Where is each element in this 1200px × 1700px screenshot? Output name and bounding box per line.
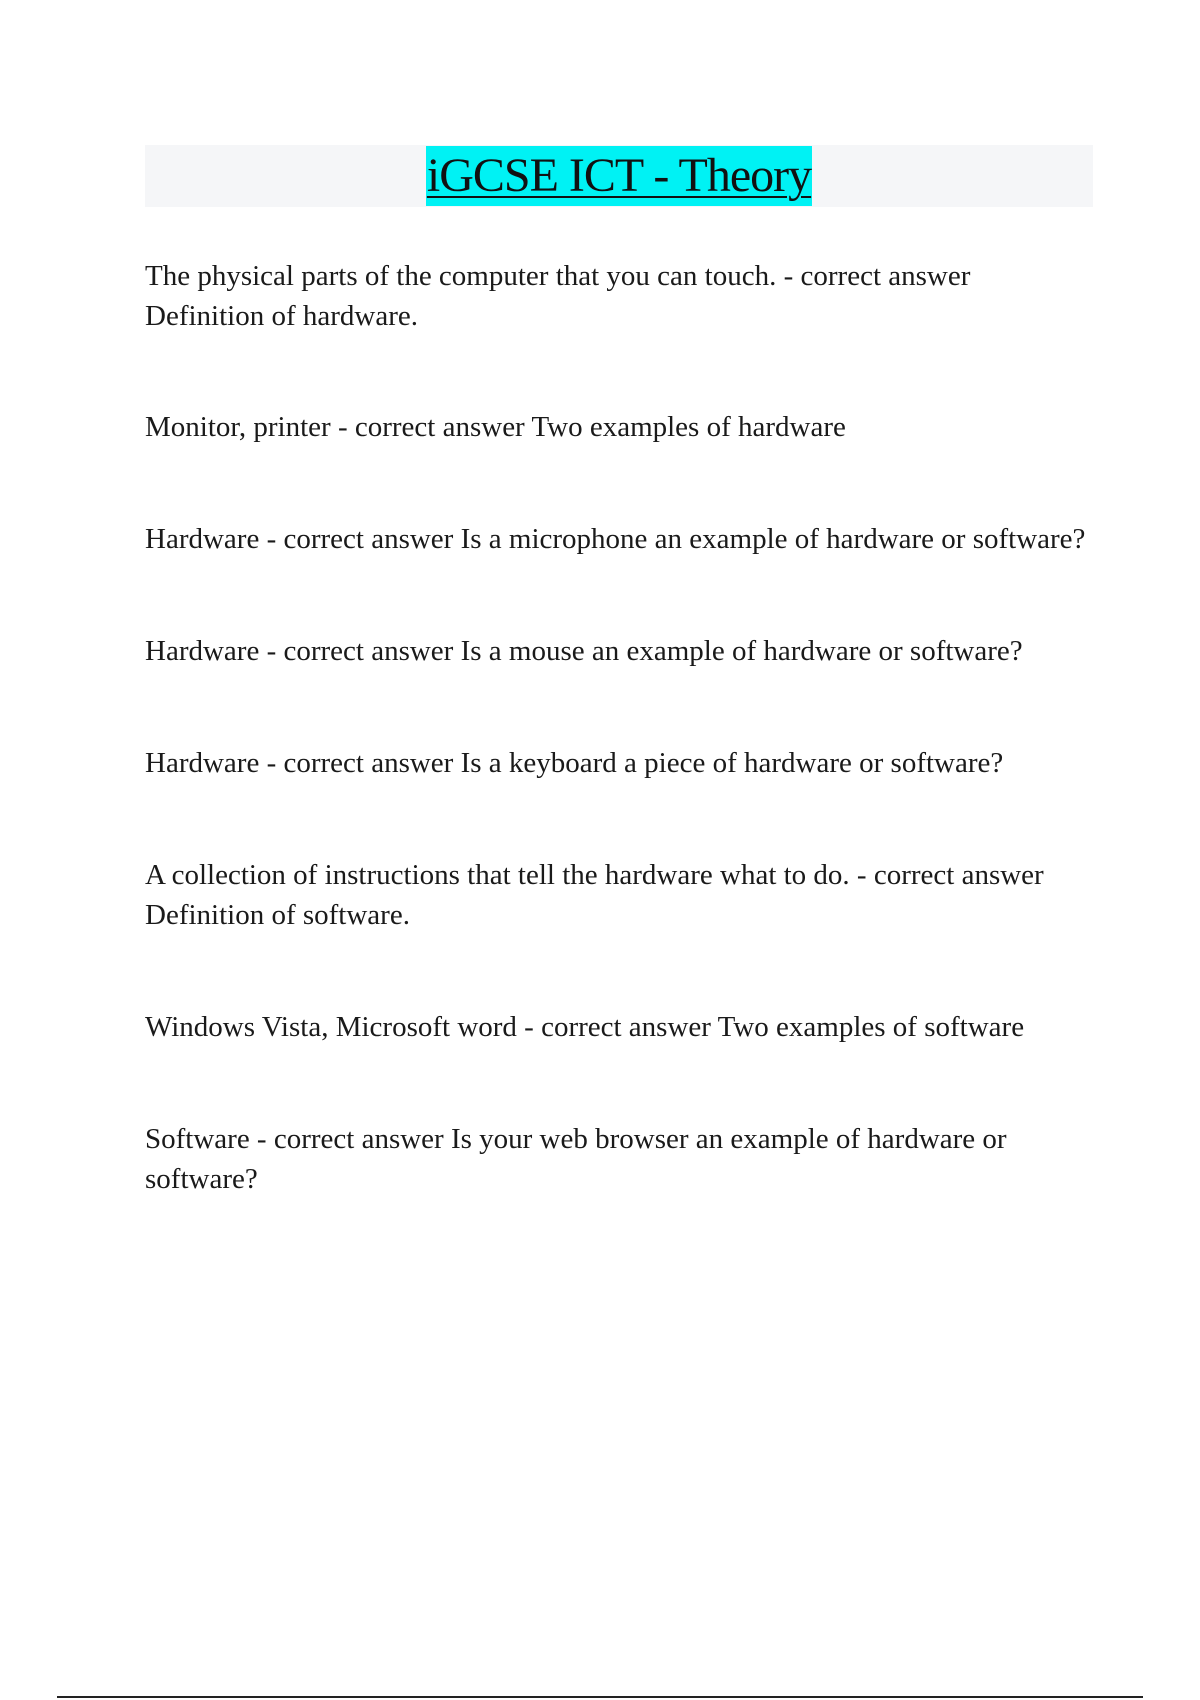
qa-entry: Windows Vista, Microsoft word - correct answer Two examples of software	[145, 1011, 1025, 1043]
qa-entry: A collection of instructions that tell the hardware what to do. - correct answer Definition of software.	[145, 859, 1044, 931]
qa-entry: Monitor, printer - correct answer Two examples of hardware	[145, 411, 846, 443]
qa-entry: Hardware - correct answer Is a microphone an example of hardware or software?	[145, 523, 1086, 555]
qa-entry: Software - correct answer Is your web browser an example of hardware or software?	[145, 1123, 1007, 1195]
footer-rule	[57, 1696, 1143, 1698]
qa-list	[145, 256, 1095, 1199]
page-title: iGCSE ICT - Theory	[426, 146, 812, 206]
qa-entry: Hardware - correct answer Is a mouse an example of hardware or software?	[145, 635, 1023, 667]
qa-entry: The physical parts of the computer that you can touch. - correct answer Definition of hardware.	[145, 260, 971, 332]
title-band	[145, 145, 1093, 207]
qa-entry: Hardware - correct answer Is a keyboard a piece of hardware or software?	[145, 747, 1004, 779]
